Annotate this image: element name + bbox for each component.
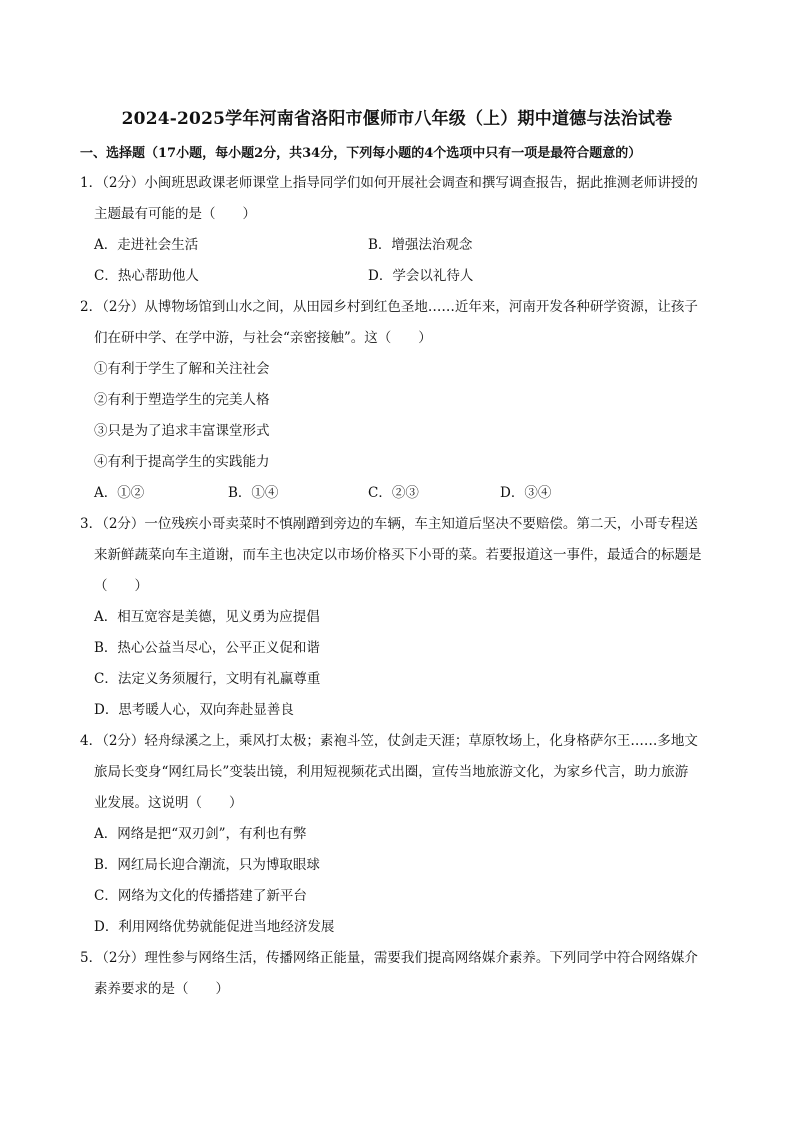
option-a: A．①② [94,485,145,501]
option-b: B．增强法治观念 [368,237,473,253]
option-b: B．①④ [228,485,279,501]
option-row [80,261,722,292]
question-2 [80,292,722,509]
question-4 [80,726,722,943]
option-b: B．热心公益当尽心，公平正义促和谐 [94,640,320,656]
option-row [80,230,722,261]
option-a: A．走进社会生活 [94,237,199,253]
question-stem-line: 5．（2分）理性参与网络生活，传播网络正能量，需要我们提高网络媒介素养。下列同学中符合网络媒介 [80,950,698,966]
statement: ①有利于学生了解和关注社会 [94,361,270,377]
option-d: D．③④ [500,485,552,501]
statement: ②有利于塑造学生的完美人格 [94,392,270,408]
question-stem-line: 来新鲜蔬菜向车主道谢，而车主也决定以市场价格买下小哥的菜。若要报道这一事件，最适合的标题是 [94,547,702,563]
option-c: C．热心帮助他人 [94,268,199,284]
question-stem-line: 4．（2分）轻舟绿溪之上，乘风打太极；素袍斗笠，仗剑走天涯；草原牧场上，化身格萨尔王……多地文 [80,733,698,749]
option-a: A．相互宽容是美德，见义勇为应提倡 [94,609,320,625]
option-d: D．学会以礼待人 [368,268,474,284]
section-heading: 一、选择题（17小题，每小题2分，共34分，下列每小题的4个选项中只有一项是最符合题意的） [80,146,642,161]
option-c: C．网络为文化的传播搭建了新平台 [94,888,307,904]
question-list [80,168,722,1005]
statement: ④有利于提高学生的实践能力 [94,454,270,470]
question-stem-line: 1．（2分）小闽班思政课老师课堂上指导同学们如何开展社会调查和撰写调查报告，据此推测老师讲授的 [80,175,698,191]
exam-title: 2024-2025学年河南省洛阳市偃师市八年级（上）期中道德与法治试卷 [121,109,673,129]
question-stem-line: 素养要求的是（ ） [94,981,229,997]
question-stem-line: 主题最有可能的是（ ） [94,206,256,222]
option-b: B．网红局长迎合潮流，只为博取眼球 [94,857,320,873]
question-stem-line: 3．（2分）一位残疾小哥卖菜时不慎剐蹭到旁边的车辆，车主知道后坚决不要赔偿。第二天，小哥专程送 [80,516,698,532]
option-d: D．思考暖人心，双向奔赴显善良 [94,702,294,718]
option-a: A．网络是把“双刃剑”，有利也有弊 [94,826,307,842]
question-1 [80,168,722,292]
question-stem-line: 业发展。这说明（ ） [94,795,243,811]
question-stem-line: 们在研中学、在学中游，与社会“亲密接触”。这（ ） [94,330,432,346]
question-5 [80,943,722,1005]
question-stem-line: 2．（2分）从博物场馆到山水之间，从田园乡村到红色圣地……近年来，河南开发各种研学资源，让孩子 [80,299,698,315]
option-row [80,478,722,509]
question-3 [80,509,722,726]
question-stem-line: 旅局长变身“网红局长”变装出镜，利用短视频花式出圈，宣传当地旅游文化，为家乡代言，助力旅游 [94,764,689,780]
question-stem-line: （ ） [94,578,148,594]
statement: ③只是为了追求丰富课堂形式 [94,423,270,439]
option-c: C．法定义务须履行，文明有礼赢尊重 [94,671,321,687]
option-d: D．利用网络优势就能促进当地经济发展 [94,919,335,935]
option-c: C．②③ [368,485,419,501]
